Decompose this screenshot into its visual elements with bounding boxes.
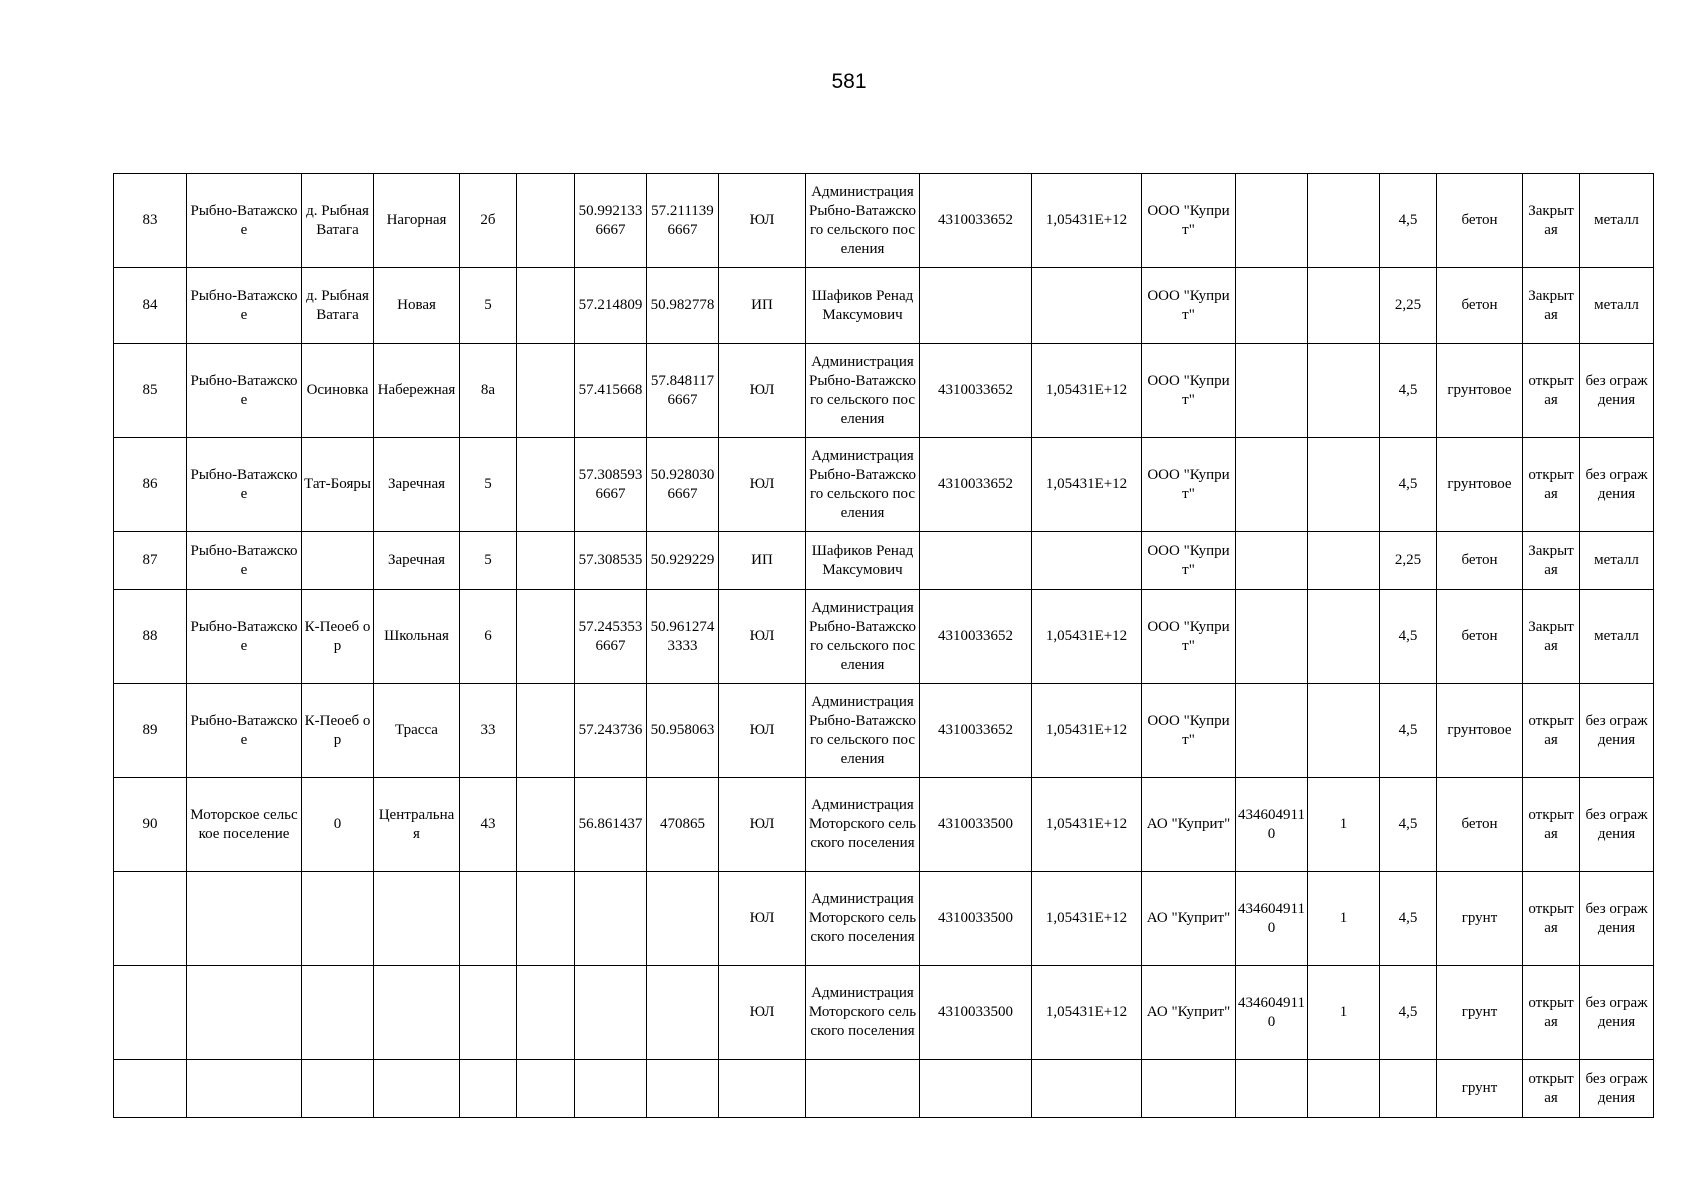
inn-cell: 4310033500	[920, 966, 1032, 1060]
owner-cell: Администрация Рыбно-Ватажского сельского поселения	[806, 590, 920, 684]
operator-inn-cell: 4346049110	[1236, 966, 1308, 1060]
settlement-cell: Рыбно-Ватажское	[187, 438, 302, 532]
owner-cell: Администрация Моторского сельского поселения	[806, 966, 920, 1060]
area-cell: 2,25	[1380, 268, 1437, 344]
locality-cell: Осиновка	[302, 344, 374, 438]
owner-type-cell: ЮЛ	[719, 438, 806, 532]
containers-cell	[1308, 684, 1380, 778]
table-row	[114, 684, 1654, 778]
site-type-cell: открытая	[1523, 438, 1580, 532]
locality-cell: К-Пеоеб ор	[302, 590, 374, 684]
extra-cell	[517, 174, 575, 268]
surface-cell: грунтовое	[1437, 438, 1523, 532]
ogrn-cell: 1,05431E+12	[1032, 174, 1142, 268]
ogrn-cell	[1032, 532, 1142, 590]
page-number: 581	[831, 70, 867, 93]
site-type-cell: Закрытая	[1523, 590, 1580, 684]
owner-type-cell: ЮЛ	[719, 174, 806, 268]
latitude-cell: 57.2453536667	[575, 590, 647, 684]
inn-cell: 4310033652	[920, 438, 1032, 532]
operator-cell: ООО "Куприт"	[1142, 344, 1236, 438]
extra-cell	[517, 778, 575, 872]
latitude-cell: 57.243736	[575, 684, 647, 778]
surface-cell: грунт	[1437, 872, 1523, 966]
settlement-cell: Моторское сельское поселение	[187, 778, 302, 872]
table-row	[114, 174, 1654, 268]
owner-cell: Администрация Моторского сельского поселения	[806, 872, 920, 966]
area-cell: 4,5	[1380, 438, 1437, 532]
operator-cell: ООО "Куприт"	[1142, 532, 1236, 590]
locality-cell: д. Рыбная Ватага	[302, 268, 374, 344]
locality-cell: К-Пеоеб ор	[302, 684, 374, 778]
latitude-cell	[575, 966, 647, 1060]
street-cell: Нагорная	[374, 174, 460, 268]
owner-type-cell: ЮЛ	[719, 590, 806, 684]
table-body	[114, 174, 1654, 1118]
locality-cell: д. Рыбная Ватага	[302, 174, 374, 268]
table-row	[114, 1060, 1654, 1118]
street-cell: Школьная	[374, 590, 460, 684]
surface-cell: бетон	[1437, 590, 1523, 684]
table-row	[114, 590, 1654, 684]
area-cell: 4,5	[1380, 872, 1437, 966]
containers-cell: 1	[1308, 966, 1380, 1060]
inn-cell: 4310033652	[920, 174, 1032, 268]
operator-inn-cell	[1236, 344, 1308, 438]
house-cell: 43	[460, 778, 517, 872]
latitude-cell	[575, 872, 647, 966]
extra-cell	[517, 590, 575, 684]
containers-cell	[1308, 174, 1380, 268]
settlement-cell: Рыбно-Ватажское	[187, 344, 302, 438]
extra-cell	[517, 268, 575, 344]
fence-cell: без ограждения	[1580, 966, 1654, 1060]
street-cell: Заречная	[374, 438, 460, 532]
longitude-cell	[647, 872, 719, 966]
fence-cell: без ограждения	[1580, 1060, 1654, 1118]
containers-cell	[1308, 344, 1380, 438]
owner-type-cell: ЮЛ	[719, 872, 806, 966]
ogrn-cell	[1032, 268, 1142, 344]
longitude-cell: 50.9612743333	[647, 590, 719, 684]
operator-inn-cell	[1236, 268, 1308, 344]
operator-inn-cell: 4346049110	[1236, 872, 1308, 966]
fence-cell: без ограждения	[1580, 438, 1654, 532]
fence-cell: металл	[1580, 174, 1654, 268]
operator-inn-cell	[1236, 532, 1308, 590]
containers-cell	[1308, 268, 1380, 344]
surface-cell: бетон	[1437, 174, 1523, 268]
surface-cell: бетон	[1437, 778, 1523, 872]
operator-inn-cell	[1236, 174, 1308, 268]
row-number-cell: 85	[114, 344, 187, 438]
latitude-cell: 57.3085936667	[575, 438, 647, 532]
ogrn-cell: 1,05431E+12	[1032, 872, 1142, 966]
inn-cell: 4310033500	[920, 778, 1032, 872]
operator-cell: ООО "Куприт"	[1142, 684, 1236, 778]
owner-type-cell: ЮЛ	[719, 344, 806, 438]
house-cell: 5	[460, 532, 517, 590]
owner-cell	[806, 1060, 920, 1118]
latitude-cell	[575, 1060, 647, 1118]
surface-cell: грунтовое	[1437, 684, 1523, 778]
house-cell: 6	[460, 590, 517, 684]
owner-cell: Шафиков Ренад Максумович	[806, 268, 920, 344]
longitude-cell: 50.958063	[647, 684, 719, 778]
longitude-cell: 50.929229	[647, 532, 719, 590]
ogrn-cell: 1,05431E+12	[1032, 344, 1142, 438]
area-cell: 4,5	[1380, 174, 1437, 268]
owner-type-cell: ЮЛ	[719, 778, 806, 872]
owner-cell: Шафиков Ренад Максумович	[806, 532, 920, 590]
owner-type-cell: ИП	[719, 268, 806, 344]
operator-cell: ООО "Куприт"	[1142, 438, 1236, 532]
longitude-cell: 50.982778	[647, 268, 719, 344]
fence-cell: металл	[1580, 532, 1654, 590]
operator-cell	[1142, 1060, 1236, 1118]
site-type-cell: Закрытая	[1523, 174, 1580, 268]
latitude-cell: 57.214809	[575, 268, 647, 344]
table-row	[114, 438, 1654, 532]
latitude-cell: 57.308535	[575, 532, 647, 590]
row-number-cell: 84	[114, 268, 187, 344]
longitude-cell	[647, 966, 719, 1060]
site-type-cell: открытая	[1523, 684, 1580, 778]
locality-cell: Тат-Бояры	[302, 438, 374, 532]
settlement-cell	[187, 1060, 302, 1118]
fence-cell: без ограждения	[1580, 684, 1654, 778]
house-cell: 2б	[460, 174, 517, 268]
owner-cell: Администрация Рыбно-Ватажского сельского поселения	[806, 438, 920, 532]
inn-cell: 4310033652	[920, 590, 1032, 684]
ogrn-cell: 1,05431E+12	[1032, 778, 1142, 872]
table-row	[114, 268, 1654, 344]
operator-cell: ООО "Куприт"	[1142, 268, 1236, 344]
site-type-cell: открытая	[1523, 1060, 1580, 1118]
fence-cell: без ограждения	[1580, 344, 1654, 438]
row-number-cell	[114, 966, 187, 1060]
house-cell	[460, 966, 517, 1060]
extra-cell	[517, 1060, 575, 1118]
house-cell: 33	[460, 684, 517, 778]
owner-type-cell: ЮЛ	[719, 684, 806, 778]
operator-cell: АО "Куприт"	[1142, 966, 1236, 1060]
surface-cell: грунт	[1437, 1060, 1523, 1118]
row-number-cell: 88	[114, 590, 187, 684]
settlement-cell: Рыбно-Ватажское	[187, 684, 302, 778]
table-row	[114, 872, 1654, 966]
settlement-cell: Рыбно-Ватажское	[187, 590, 302, 684]
street-cell	[374, 966, 460, 1060]
settlement-cell	[187, 966, 302, 1060]
site-type-cell: Закрытая	[1523, 532, 1580, 590]
inn-cell: 4310033652	[920, 684, 1032, 778]
owner-cell: Администрация Рыбно-Ватажского сельского поселения	[806, 344, 920, 438]
fence-cell: металл	[1580, 268, 1654, 344]
street-cell	[374, 872, 460, 966]
owner-cell: Администрация Рыбно-Ватажского сельского поселения	[806, 684, 920, 778]
table-row	[114, 778, 1654, 872]
operator-inn-cell	[1236, 1060, 1308, 1118]
operator-inn-cell: 4346049110	[1236, 778, 1308, 872]
street-cell: Центральная	[374, 778, 460, 872]
containers-cell	[1308, 532, 1380, 590]
fence-cell: без ограждения	[1580, 778, 1654, 872]
street-cell: Трасса	[374, 684, 460, 778]
longitude-cell	[647, 1060, 719, 1118]
site-type-cell: открытая	[1523, 872, 1580, 966]
area-cell: 4,5	[1380, 344, 1437, 438]
operator-cell: ООО "Куприт"	[1142, 590, 1236, 684]
settlement-cell	[187, 872, 302, 966]
inn-cell: 4310033652	[920, 344, 1032, 438]
house-cell: 5	[460, 438, 517, 532]
longitude-cell: 50.9280306667	[647, 438, 719, 532]
locality-cell: 0	[302, 778, 374, 872]
waste-site-table	[113, 173, 1654, 1118]
settlement-cell: Рыбно-Ватажское	[187, 174, 302, 268]
containers-cell: 1	[1308, 872, 1380, 966]
containers-cell: 1	[1308, 778, 1380, 872]
area-cell: 4,5	[1380, 590, 1437, 684]
owner-type-cell: ЮЛ	[719, 966, 806, 1060]
extra-cell	[517, 438, 575, 532]
operator-inn-cell	[1236, 438, 1308, 532]
locality-cell	[302, 1060, 374, 1118]
inn-cell: 4310033500	[920, 872, 1032, 966]
street-cell	[374, 1060, 460, 1118]
operator-cell: АО "Куприт"	[1142, 872, 1236, 966]
row-number-cell: 90	[114, 778, 187, 872]
inn-cell	[920, 268, 1032, 344]
locality-cell	[302, 966, 374, 1060]
surface-cell: грунтовое	[1437, 344, 1523, 438]
table-row	[114, 344, 1654, 438]
surface-cell: грунт	[1437, 966, 1523, 1060]
area-cell: 4,5	[1380, 778, 1437, 872]
latitude-cell: 50.9921336667	[575, 174, 647, 268]
settlement-cell: Рыбно-Ватажское	[187, 532, 302, 590]
area-cell: 4,5	[1380, 966, 1437, 1060]
owner-type-cell: ИП	[719, 532, 806, 590]
extra-cell	[517, 532, 575, 590]
row-number-cell	[114, 1060, 187, 1118]
fence-cell: без ограждения	[1580, 872, 1654, 966]
latitude-cell: 56.861437	[575, 778, 647, 872]
ogrn-cell	[1032, 1060, 1142, 1118]
containers-cell	[1308, 438, 1380, 532]
row-number-cell: 83	[114, 174, 187, 268]
ogrn-cell: 1,05431E+12	[1032, 684, 1142, 778]
street-cell: Новая	[374, 268, 460, 344]
ogrn-cell: 1,05431E+12	[1032, 966, 1142, 1060]
row-number-cell	[114, 872, 187, 966]
street-cell: Набережная	[374, 344, 460, 438]
settlement-cell: Рыбно-Ватажское	[187, 268, 302, 344]
inn-cell	[920, 532, 1032, 590]
row-number-cell: 87	[114, 532, 187, 590]
house-cell	[460, 1060, 517, 1118]
locality-cell	[302, 532, 374, 590]
containers-cell	[1308, 1060, 1380, 1118]
row-number-cell: 89	[114, 684, 187, 778]
owner-cell: Администрация Моторского сельского поселения	[806, 778, 920, 872]
area-cell: 4,5	[1380, 684, 1437, 778]
operator-inn-cell	[1236, 684, 1308, 778]
extra-cell	[517, 684, 575, 778]
fence-cell: металл	[1580, 590, 1654, 684]
surface-cell: бетон	[1437, 268, 1523, 344]
owner-type-cell	[719, 1060, 806, 1118]
operator-inn-cell	[1236, 590, 1308, 684]
site-type-cell: открытая	[1523, 344, 1580, 438]
house-cell: 5	[460, 268, 517, 344]
house-cell	[460, 872, 517, 966]
locality-cell	[302, 872, 374, 966]
operator-cell: АО "Куприт"	[1142, 778, 1236, 872]
area-cell: 2,25	[1380, 532, 1437, 590]
street-cell: Заречная	[374, 532, 460, 590]
site-type-cell: Закрытая	[1523, 268, 1580, 344]
surface-cell: бетон	[1437, 532, 1523, 590]
containers-cell	[1308, 590, 1380, 684]
area-cell	[1380, 1060, 1437, 1118]
site-type-cell: открытая	[1523, 778, 1580, 872]
operator-cell: ООО "Куприт"	[1142, 174, 1236, 268]
table-row	[114, 966, 1654, 1060]
ogrn-cell: 1,05431E+12	[1032, 438, 1142, 532]
longitude-cell: 470865	[647, 778, 719, 872]
row-number-cell: 86	[114, 438, 187, 532]
inn-cell	[920, 1060, 1032, 1118]
site-type-cell: открытая	[1523, 966, 1580, 1060]
owner-cell: Администрация Рыбно-Ватажского сельского поселения	[806, 174, 920, 268]
longitude-cell: 57.2111396667	[647, 174, 719, 268]
extra-cell	[517, 344, 575, 438]
extra-cell	[517, 966, 575, 1060]
latitude-cell: 57.415668	[575, 344, 647, 438]
longitude-cell: 57.8481176667	[647, 344, 719, 438]
table-row	[114, 532, 1654, 590]
ogrn-cell: 1,05431E+12	[1032, 590, 1142, 684]
extra-cell	[517, 872, 575, 966]
house-cell: 8а	[460, 344, 517, 438]
